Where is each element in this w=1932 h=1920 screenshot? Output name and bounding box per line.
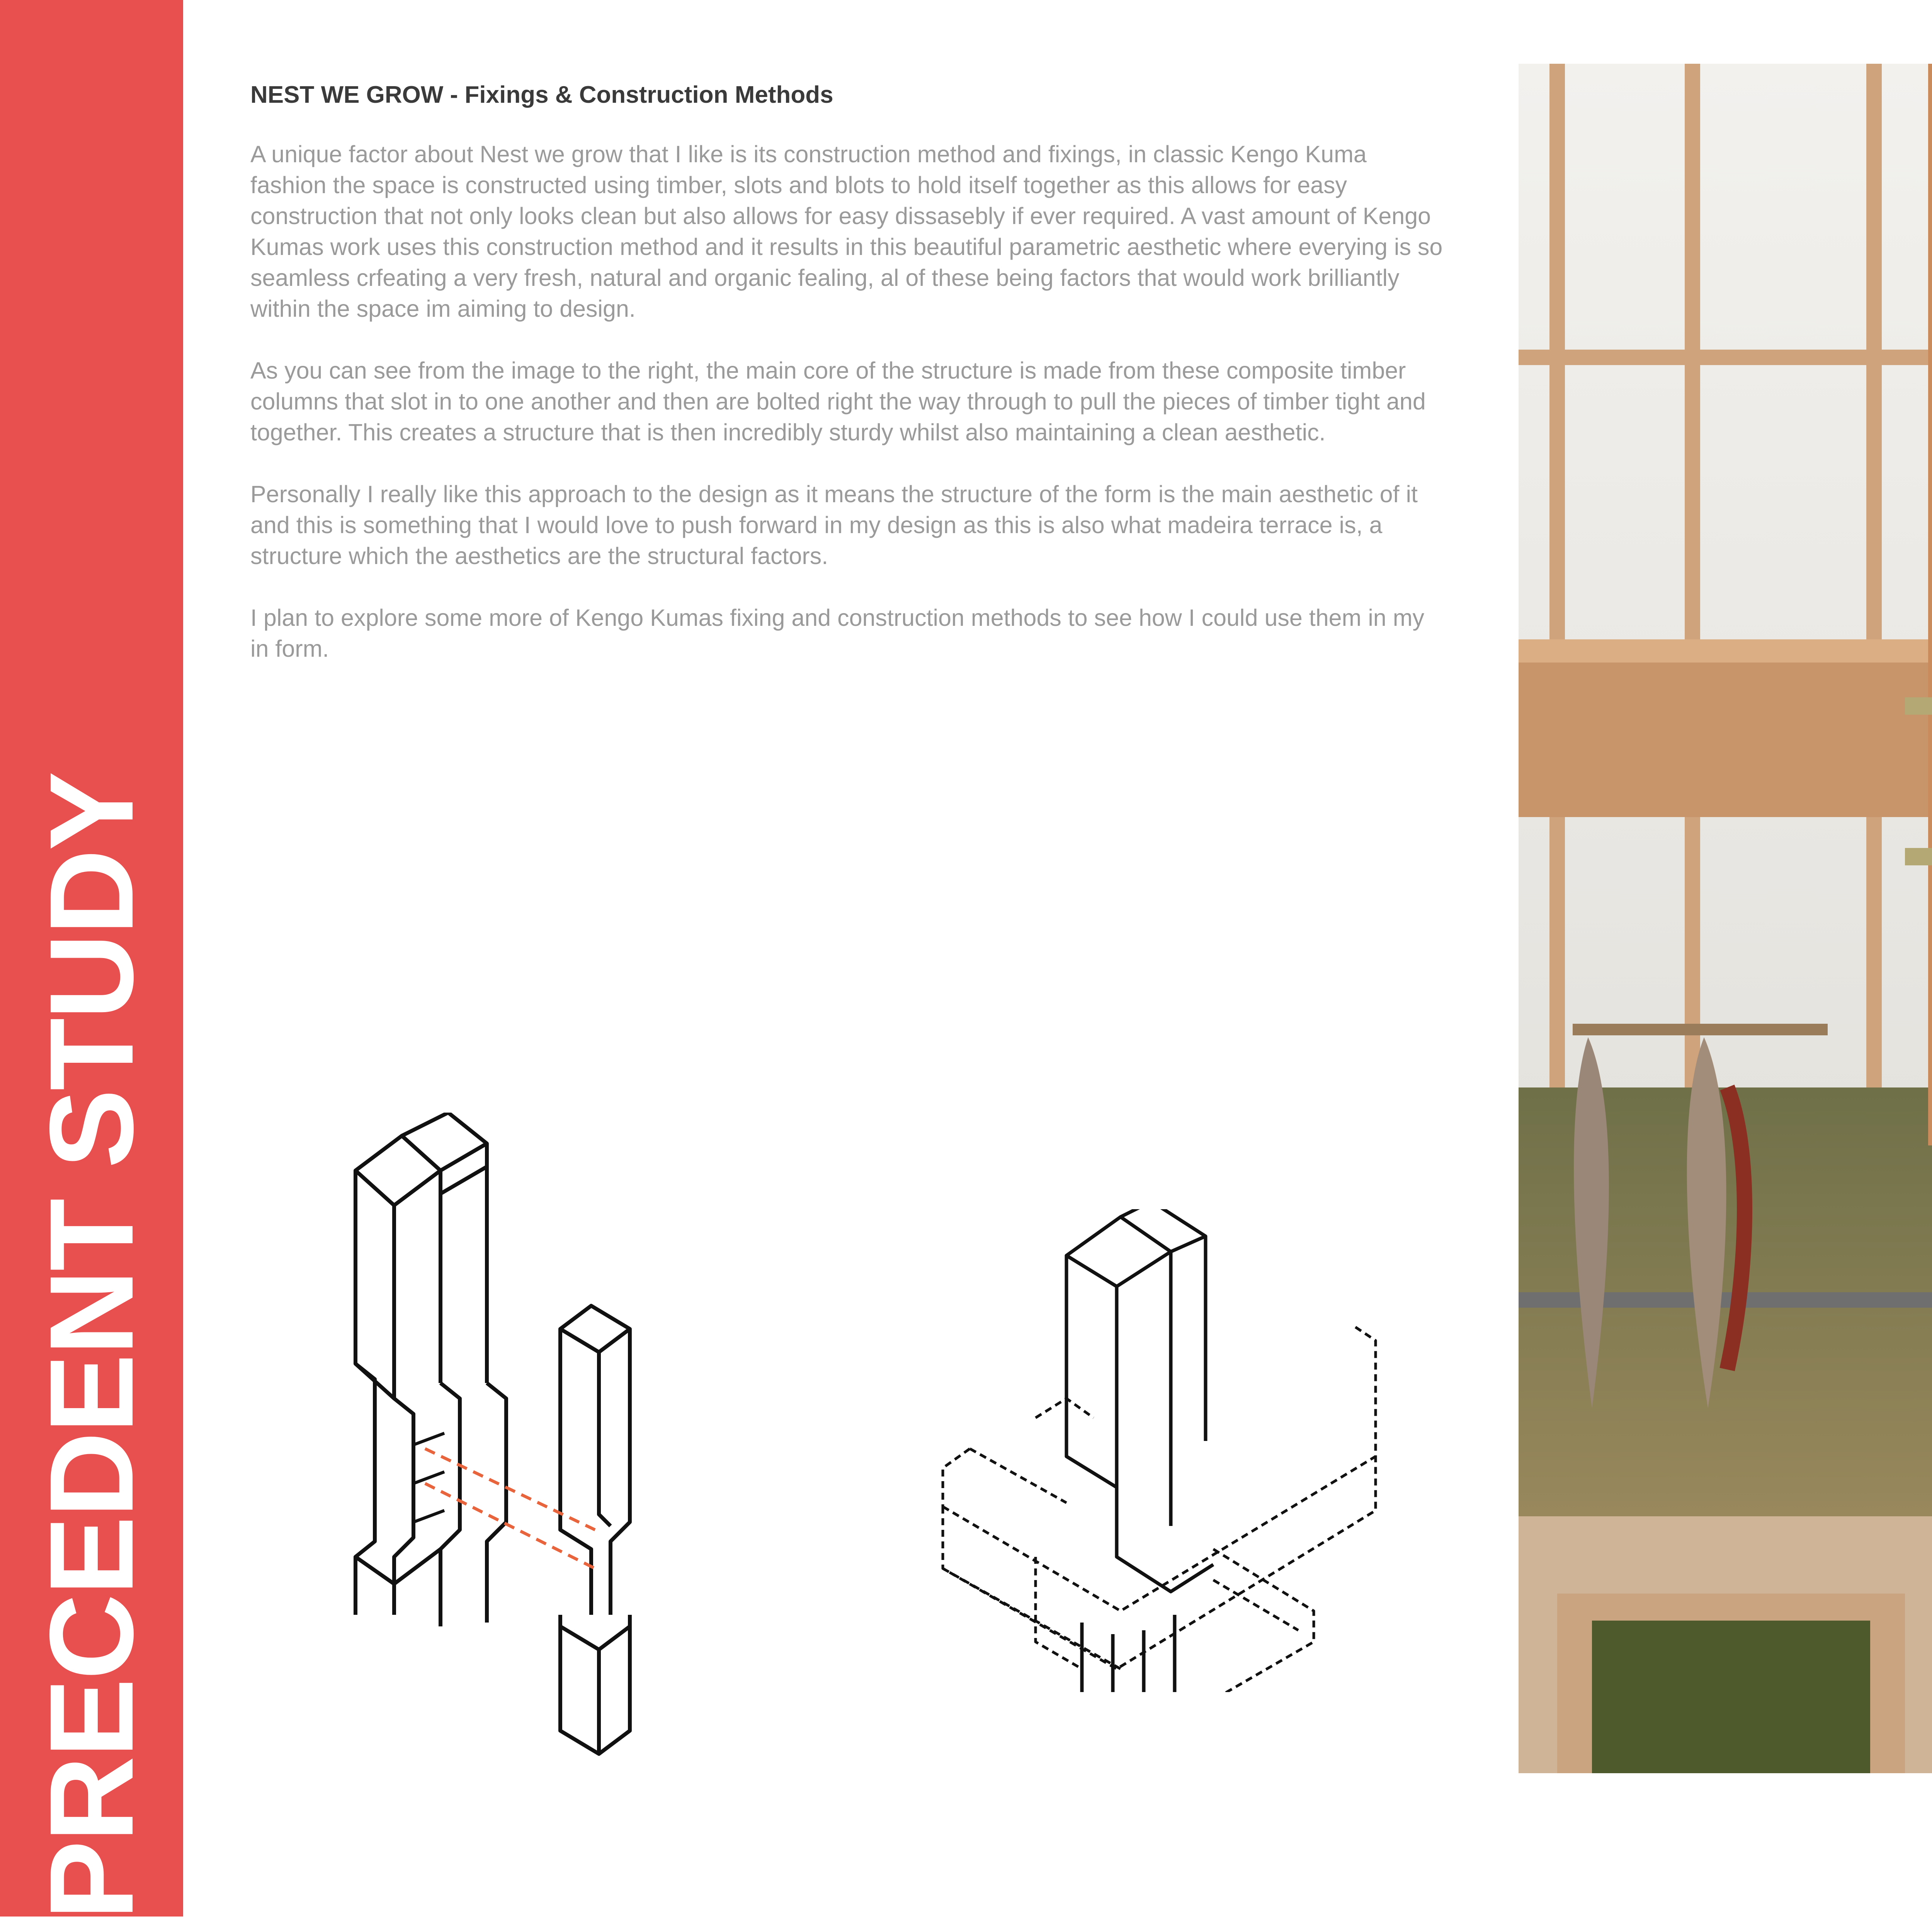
body-paragraph: Personally I really like this approach to the design as it means the structure of the form is the main aesthetic of it and this is something that I would love to push forward in my design as this is also what madeira terrace is, a structure which the aesthetics are the structural factors. (250, 481, 1418, 569)
body-paragraph: As you can see from the image to the right, the main core of the structure is made from these composite timber columns that slot in to one another and then are bolted right the way through to pull the pieces of timber tight and together. This creates a structure that is then incredibly sturdy whilst also maintaining a clean aesthetic. (250, 357, 1426, 445)
section-title: PRECEDENT STUDY (25, 773, 158, 1920)
text-column (250, 81, 1444, 695)
body-paragraph: I plan to explore some more of Kengo Kumas fixing and construction methods to see how I could use them in my in form. (250, 605, 1425, 662)
timber-joint-photo (1519, 64, 1932, 1773)
page-heading: NEST WE GROW - Fixings & Construction Methods (250, 82, 833, 108)
assembled-joint-diagram (920, 1209, 1399, 1692)
exploded-joint-diagram (344, 1113, 703, 1773)
body-paragraph: A unique factor about Nest we grow that I like is its construction method and fixings, in classic Kengo Kuma fashion the space is constructed using timber, slots and blots to hold itself together as this allows for easy construction that not only looks clean but also allows for easy dissasebly if ever required. A vast amount of Kengo Kumas work uses this construction method and it results in this beautiful parametric aesthetic where everying is so seamless crfeating a very fresh, natural and organic fealing, al of these being factors that would work brilliantly within the space im aiming to design. (250, 141, 1443, 322)
sidebar-band (0, 0, 183, 1920)
